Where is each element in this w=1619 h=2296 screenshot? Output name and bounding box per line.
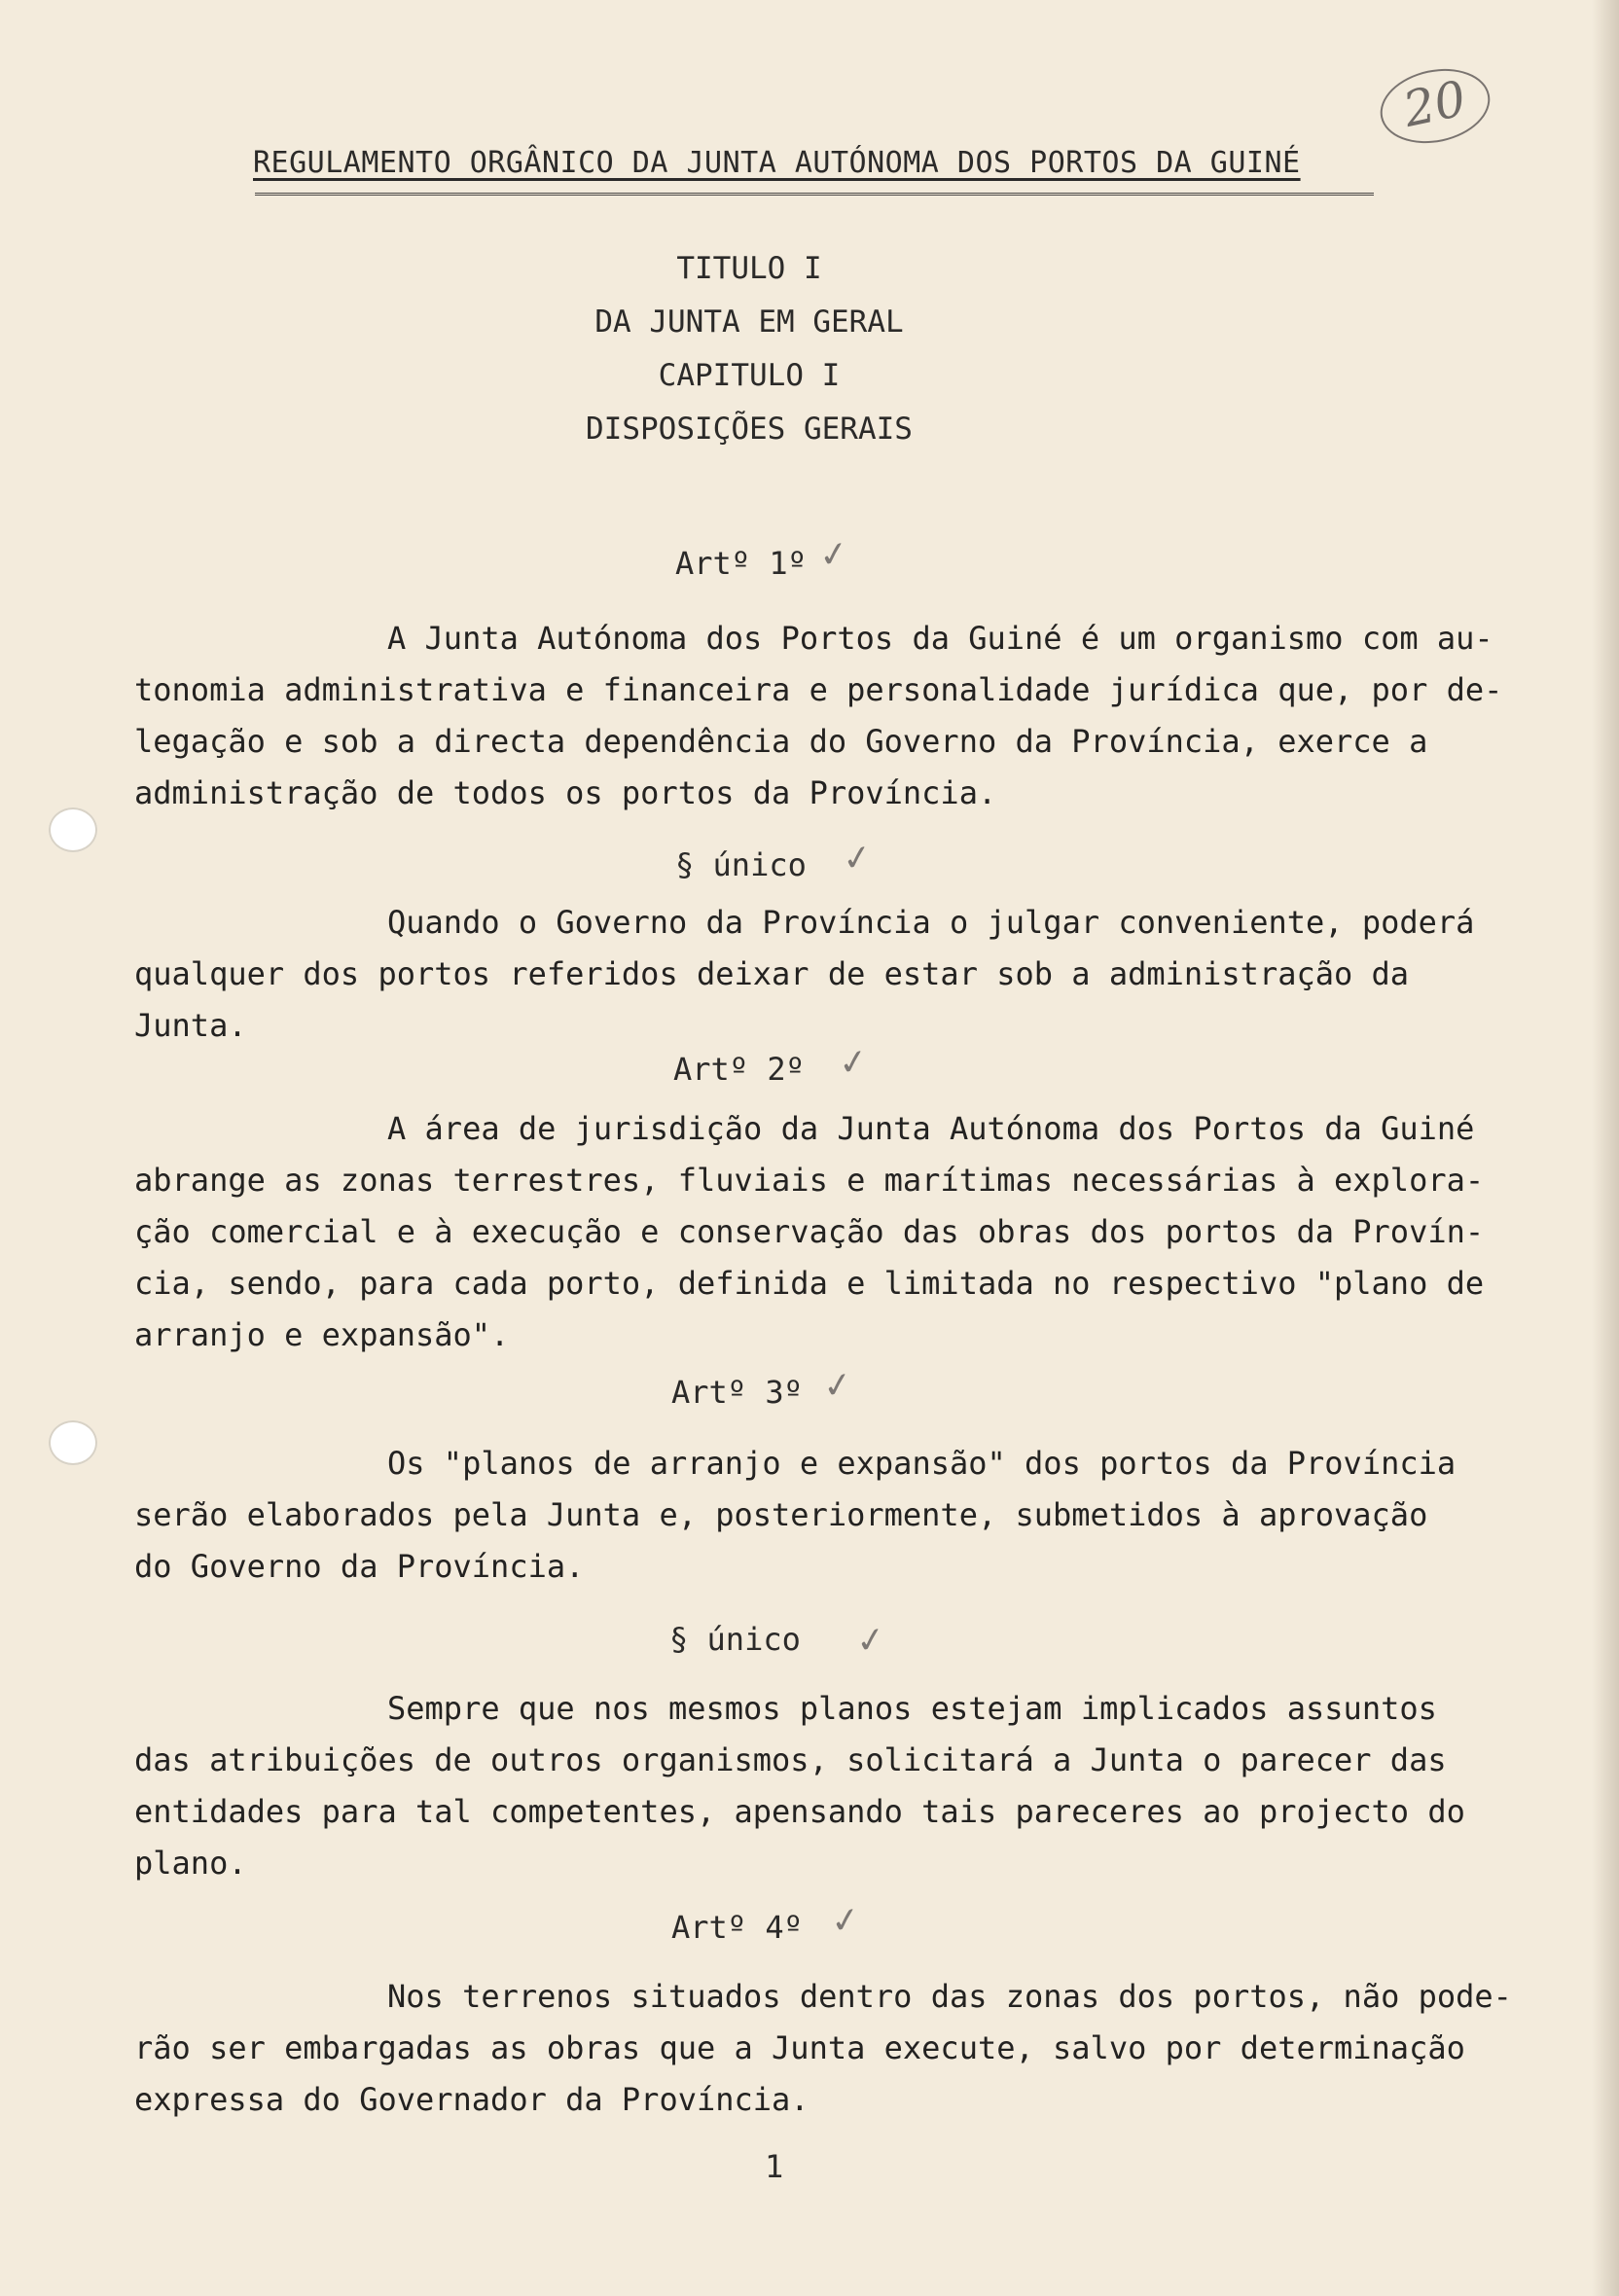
text-line: entidades para tal competentes, apensando tais pareceres ao projecto do <box>134 1793 1465 1830</box>
article-1-paragraph-text <box>134 897 1516 1052</box>
text-line: expressa do Governador da Província. <box>134 2081 810 2118</box>
capitulo-heading: CAPITULO I <box>658 358 841 393</box>
titulo-name-heading: DA JUNTA EM GERAL <box>594 305 904 340</box>
text-line: Sempre que nos mesmos planos estejam implicados assuntos <box>387 1690 1437 1727</box>
document-title: REGULAMENTO ORGÂNICO DA JUNTA AUTÓNOMA DOS PORTOS DA GUINÉ <box>253 146 1301 180</box>
text-line: A área de jurisdição da Junta Autónoma dos Portos da Guiné <box>387 1110 1475 1147</box>
text-line: plano. <box>134 1845 247 1882</box>
article-1-paragraph-label: § único <box>675 846 807 883</box>
text-line: qualquer dos portos referidos deixar de estar sob a administração da <box>134 955 1410 992</box>
text-line: do Governo da Província. <box>134 1548 585 1585</box>
article-1-label: Artº 1º <box>675 545 807 582</box>
text-line: abrange as zonas terrestres, fluviais e marítimas necessárias à explora- <box>134 1162 1485 1199</box>
check-mark-icon: ✓ <box>816 533 851 577</box>
text-line: tonomia administrativa e financeira e personalidade jurídica que, por de- <box>134 671 1503 708</box>
page-number: 1 <box>765 2148 784 2185</box>
article-2-text <box>134 1103 1516 1361</box>
folio-number: 20 <box>1398 70 1471 139</box>
titulo-heading: TITULO I <box>676 251 822 286</box>
text-line: Junta. <box>134 1007 247 1044</box>
punch-hole-bottom <box>49 1420 97 1465</box>
text-line: A Junta Autónoma dos Portos da Guiné é um organismo com au- <box>387 620 1493 657</box>
article-3-paragraph-label: § único <box>669 1621 801 1658</box>
text-line: Os "planos de arranjo e expansão" dos portos da Província <box>387 1445 1457 1482</box>
article-3-paragraph-text <box>134 1683 1516 1889</box>
text-line: serão elaborados pela Junta e, posteriormente, submetidos à aprovação <box>134 1496 1428 1533</box>
text-line: administração de todos os portos da Província. <box>134 774 997 811</box>
text-line: cia, sendo, para cada porto, definida e limitada no respectivo "plano de <box>134 1265 1485 1302</box>
article-1-text <box>134 613 1516 819</box>
text-line: arranjo e expansão". <box>134 1316 510 1353</box>
article-3-text <box>134 1438 1516 1593</box>
capitulo-name-heading: DISPOSIÇÕES GERAIS <box>586 412 913 447</box>
title-double-rule <box>255 193 1374 201</box>
article-3-label: Artº 3º <box>671 1374 803 1411</box>
punch-hole-top <box>49 807 97 852</box>
text-line: Nos terrenos situados dentro das zonas dos portos, não pode- <box>387 1978 1512 2015</box>
check-mark-icon: ✓ <box>836 1041 871 1085</box>
text-line: rão ser embargadas as obras que a Junta execute, salvo por determinação <box>134 2029 1465 2066</box>
folio-number-stamp <box>1374 59 1497 153</box>
check-mark-icon: ✓ <box>820 1364 855 1408</box>
check-mark-icon: ✓ <box>828 1899 863 1943</box>
text-line: legação e sob a directa dependência do Governo da Província, exerce a <box>134 723 1428 760</box>
check-mark-icon: ✓ <box>853 1619 888 1663</box>
text-line: das atribuições de outros organismos, solicitará a Junta o parecer das <box>134 1741 1447 1778</box>
text-line: Quando o Governo da Província o julgar conveniente, poderá <box>387 904 1475 941</box>
article-4-label: Artº 4º <box>671 1909 803 1946</box>
text-line: ção comercial e à execução e conservação das obras dos portos da Provín- <box>134 1213 1485 1250</box>
check-mark-icon: ✓ <box>840 837 875 880</box>
article-2-label: Artº 2º <box>673 1051 805 1088</box>
article-4-text <box>134 1971 1516 2126</box>
